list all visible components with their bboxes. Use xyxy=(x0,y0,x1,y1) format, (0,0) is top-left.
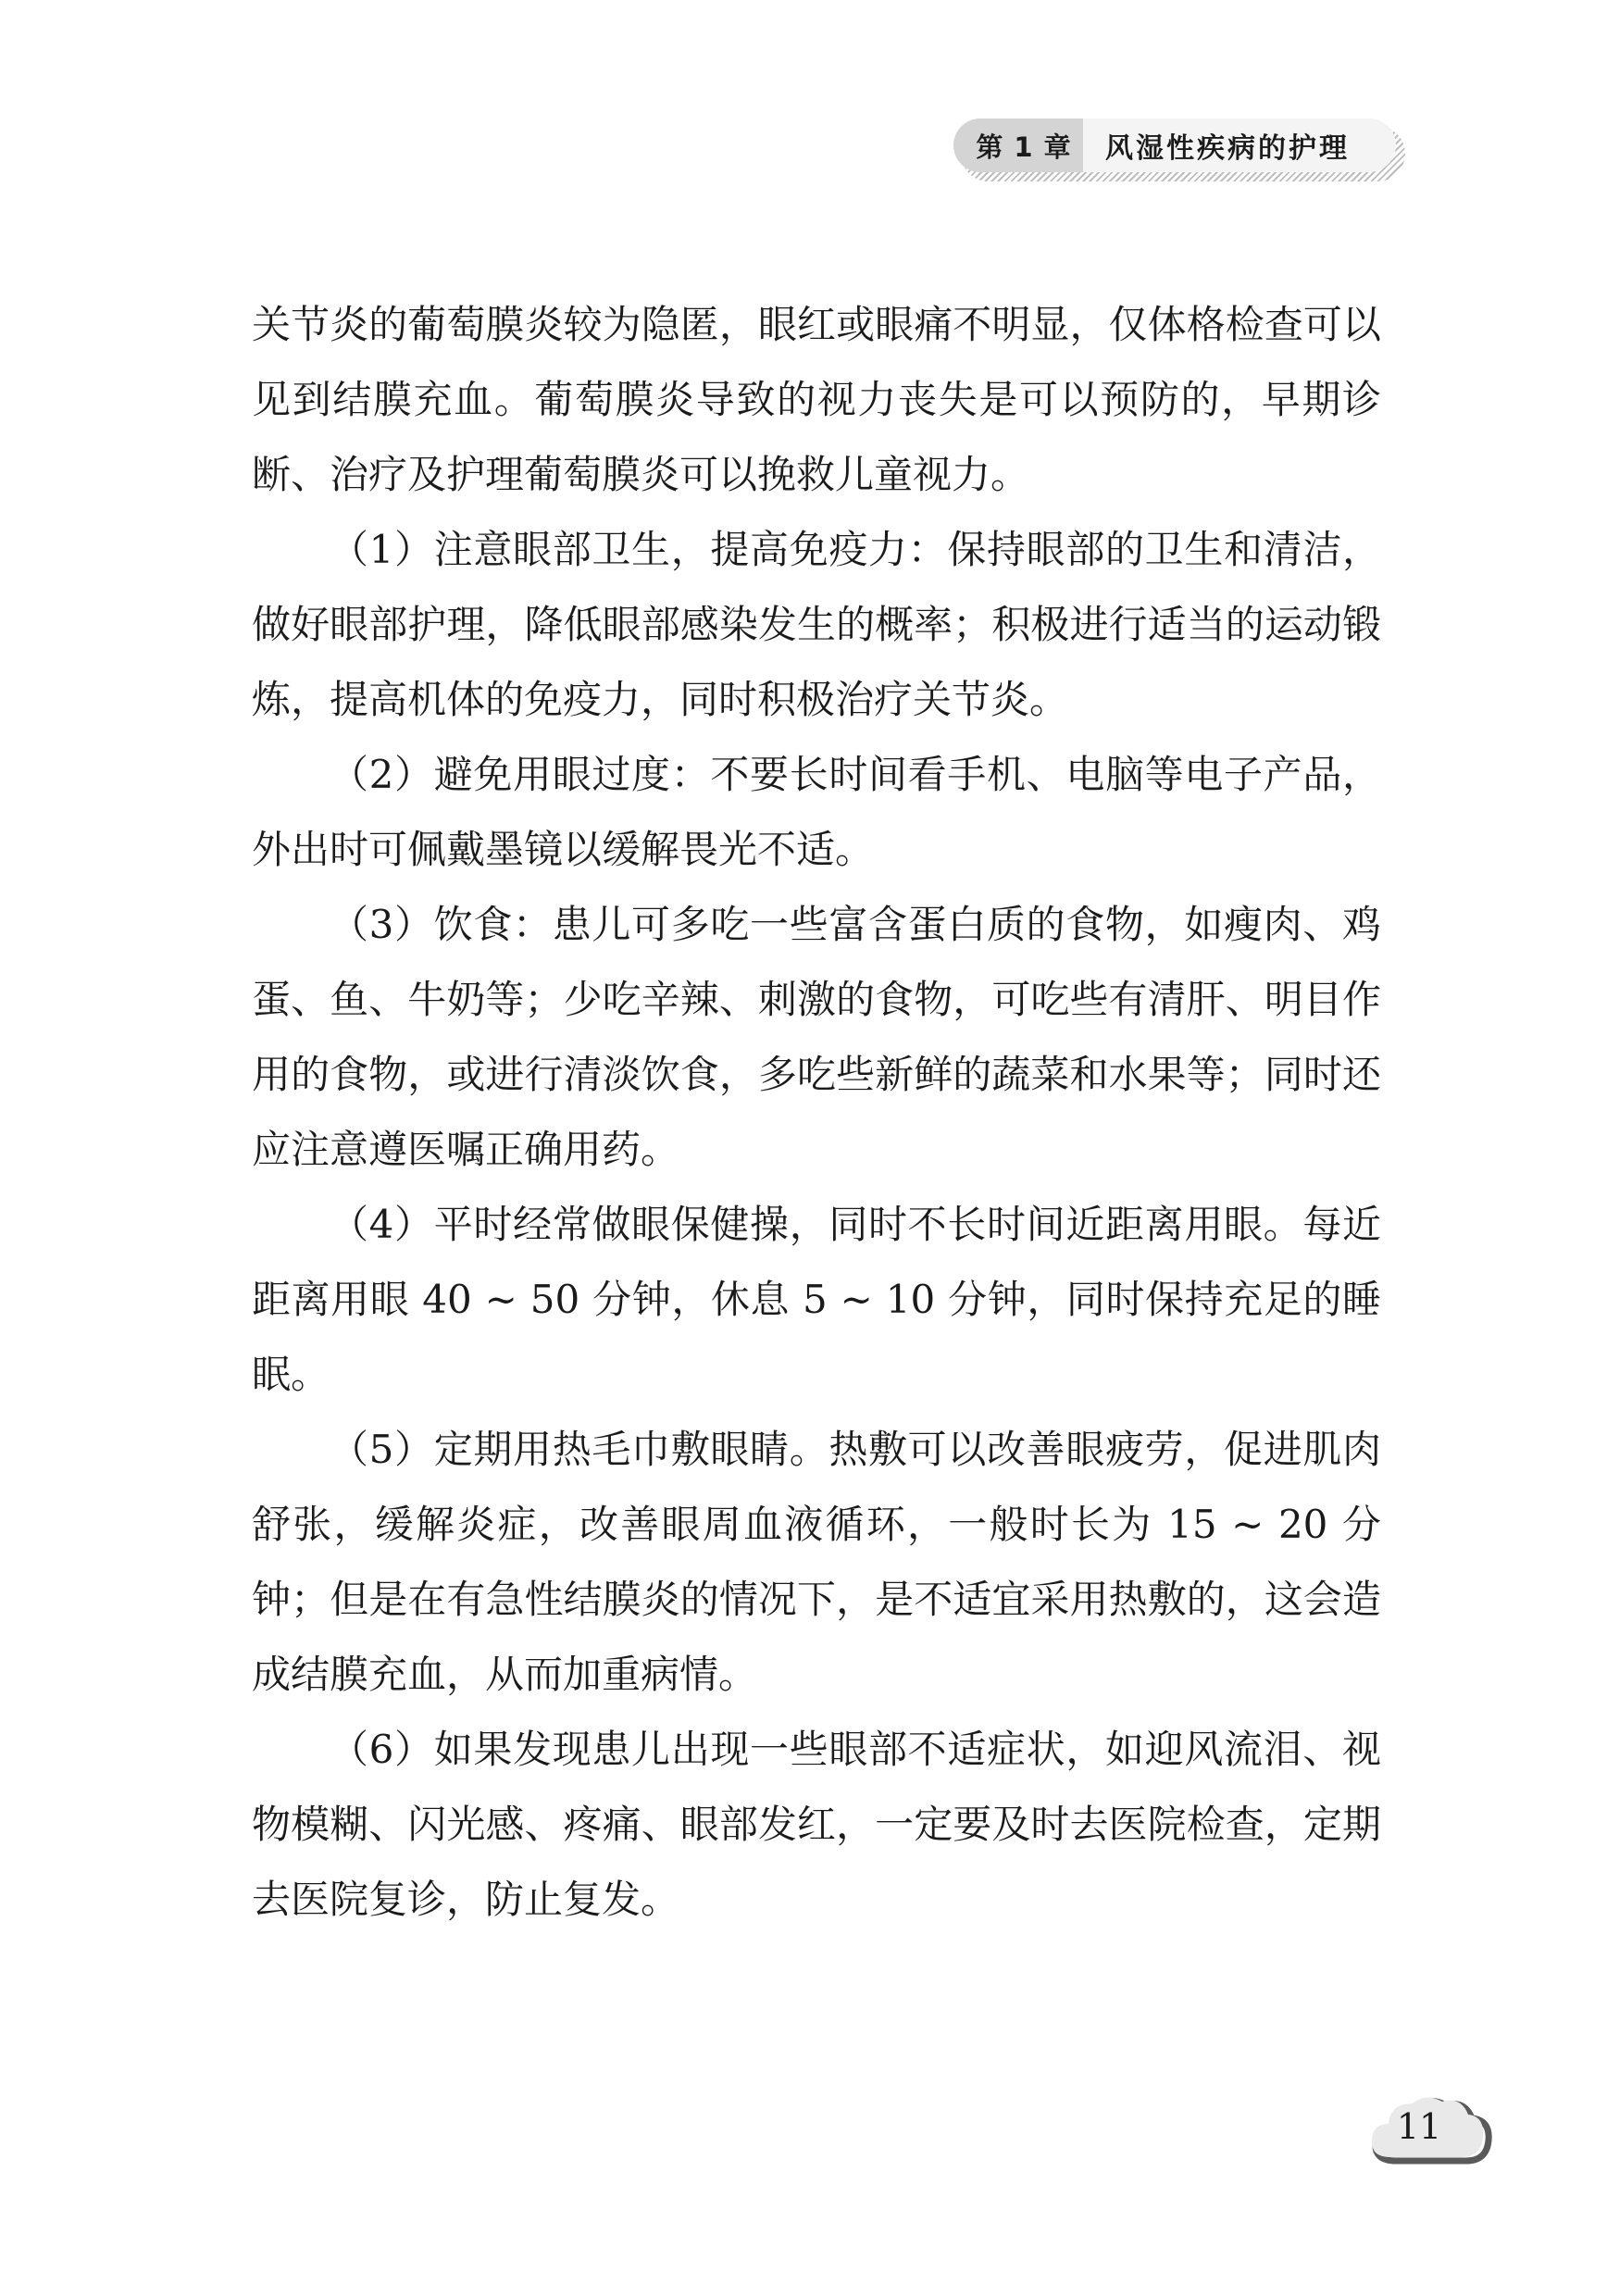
header-pill xyxy=(953,119,1396,172)
page-number-text: 11 xyxy=(1396,2106,1442,2147)
page-number xyxy=(1368,2087,1498,2170)
body-text xyxy=(252,287,1381,1937)
paragraph-item-2: （2）避免用眼过度：不要长时间看手机、电脑等电子产品，外出时可佩戴墨镜以缓解畏光不适。 xyxy=(252,752,1381,872)
paragraph-item-5: （5）定期用热毛巾敷眼睛。热敷可以改善眼疲劳，促进肌肉舒张，缓解炎症，改善眼周血液循环，一般时长为 15 ~ 20 分钟；但是在有急性结膜炎的情况下，是不适宜采用热敷的，这会造成结膜充血，从而加重病情。 xyxy=(252,1427,1381,1697)
running-header xyxy=(953,119,1407,180)
paragraph-item-6: （6）如果发现患儿出现一些眼部不适症状，如迎风流泪、视物模糊、闪光感、疼痛、眼部发红，一定要及时去医院检查，定期去医院复诊，防止复发。 xyxy=(252,1727,1381,1922)
paragraph-item-3: （3）饮食：患儿可多吃一些富含蛋白质的食物，如瘦肉、鸡蛋、鱼、牛奶等；少吃辛辣、刺激的食物，可吃些有清肝、明目作用的食物，或进行清淡饮食，多吃些新鲜的蔬菜和水果等；同时还应注意遵医嘱正确用药。 xyxy=(252,902,1381,1172)
chapter-title: 风湿性疾病的护理 xyxy=(1105,132,1350,165)
paragraph-item-1: （1）注意眼部卫生，提高免疫力：保持眼部的卫生和清洁，做好眼部护理，降低眼部感染发生的概率；积极进行适当的运动锻炼，提高机体的免疫力，同时积极治疗关节炎。 xyxy=(252,527,1381,722)
paragraph-item-4: （4）平时经常做眼保健操，同时不长时间近距离用眼。每近距离用眼 40 ~ 50 分钟，休息 5 ~ 10 分钟，同时保持充足的睡眠。 xyxy=(252,1202,1381,1397)
paragraph-continuation: 关节炎的葡萄膜炎较为隐匿，眼红或眼痛不明显，仅体格检查可以见到结膜充血。葡萄膜炎导致的视力丧失是可以预防的，早期诊断、治疗及护理葡萄膜炎可以挽救儿童视力。 xyxy=(252,302,1381,497)
chapter-label: 第 1 章 xyxy=(953,119,1083,172)
